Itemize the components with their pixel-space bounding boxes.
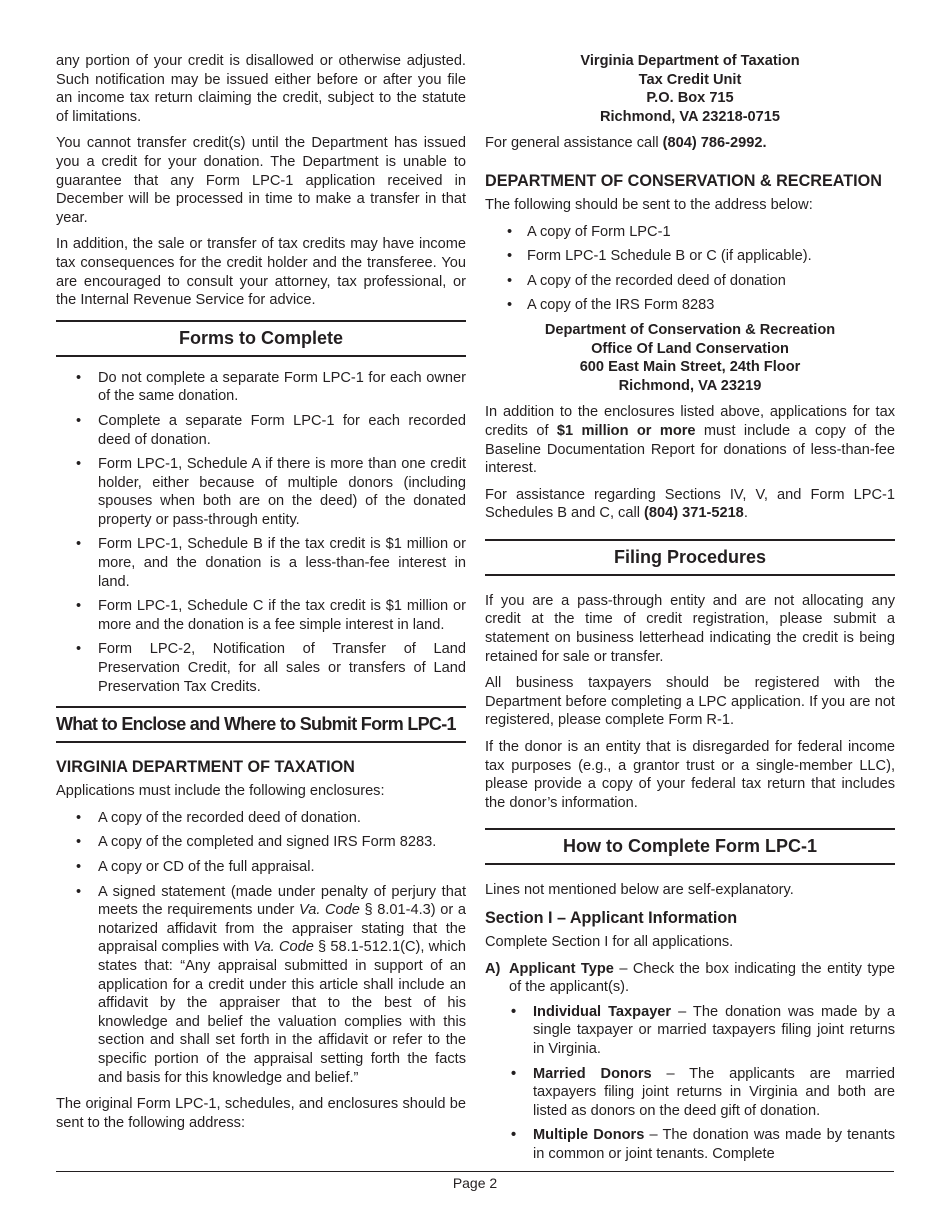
tax-address: Virginia Department of Taxation Tax Credit Unit P.O. Box 715 Richmond, VA 23218-0715 bbox=[580, 53, 800, 125]
forms-list bbox=[56, 369, 466, 697]
list-item: • Do not complete a separate Form LPC-1 for each owner of the same donation. bbox=[56, 369, 466, 406]
list-item: • Form LPC-1, Schedule A if there is more than one credit holder, either because of multiple donors (including spouses when both are on the deed) of the donated property or pass-through entity. bbox=[56, 455, 466, 529]
applicant-type-list bbox=[485, 1003, 895, 1164]
list-item: • A copy of the completed and signed IRS Form 8283. bbox=[56, 833, 466, 852]
dcr-list bbox=[485, 223, 895, 315]
sections-assistance: For assistance regarding Sections IV, V, and Form LPC-1 Schedules B and C, call (804) 371-5218. bbox=[485, 486, 895, 522]
closing-paragraph: The original Form LPC-1, schedules, and enclosures should be sent to the following address: bbox=[56, 1096, 466, 1131]
right-column bbox=[485, 52, 895, 1170]
assistance-line: For general assistance call (804) 786-2992. bbox=[485, 135, 767, 152]
list-item: • Individual Taxpayer – The donation was made by a single taxpayer or married taxpayers filing joint returns in Virginia. bbox=[485, 1003, 895, 1059]
list-item: • Married Donors – The applicants are married taxpayers filing joint returns in Virginia and both are listed as donors on the deed gift of donation. bbox=[485, 1065, 895, 1121]
list-item: • Complete a separate Form LPC-1 for each recorded deed of donation. bbox=[56, 412, 466, 449]
forms-to-complete-heading: Forms to Complete bbox=[56, 320, 466, 357]
list-item: • A copy of the recorded deed of donation bbox=[485, 272, 895, 291]
million-paragraph: In addition to the enclosures listed above, applications for tax credits of $1 million or more must include a copy of the Baseline Documentation Report for donations of less-than-fee interest. bbox=[485, 404, 895, 477]
vdt-heading: VIRGINIA DEPARTMENT OF TAXATION bbox=[56, 758, 355, 777]
intro-paragraph: any portion of your credit is disallowed or otherwise adjusted. Such notification may be issued either before or after you file an income tax return claiming the credit, subject to the statute of limitations. bbox=[56, 53, 466, 125]
left-column bbox=[56, 52, 466, 1140]
filing-paragraph: If the donor is an entity that is disregarded for federal income tax purposes (e.g., a grantor trust or a single-member LLC), please provide a copy of your federal tax return that includes the donor’s information. bbox=[485, 739, 895, 811]
phone-number: (804) 786-2992. bbox=[662, 135, 767, 152]
list-item: • Form LPC-1 Schedule B or C (if applicable). bbox=[485, 247, 895, 266]
filing-paragraph: If you are a pass-through entity and are not allocating any credit at the time of credit registration, please submit a statement on business letterhead indicating the credit is being retained for sale or transfer. bbox=[485, 592, 895, 665]
intro-paragraph: In addition, the sale or transfer of tax credits may have income tax consequences for the credit holder and the transferee. You are encouraged to consult your attorney, tax professional, or the Internal Revenue Service for advice. bbox=[56, 236, 466, 309]
filing-procedures-heading: Filing Procedures bbox=[485, 539, 895, 576]
list-item: • Form LPC-1, Schedule C if the tax credit is $1 million or more and the donation is a fee simple interest in land. bbox=[56, 597, 466, 634]
list-item: • Form LPC-2, Notification of Transfer of Land Preservation Credit, for all sales or transfers of Land Preservation Tax Credits. bbox=[56, 640, 466, 696]
how-to-complete-heading: How to Complete Form LPC-1 bbox=[485, 828, 895, 865]
phone-number: (804) 371-5218 bbox=[644, 505, 744, 522]
filing-paragraph: All business taxpayers should be registered with the Department before completing a LPC application. If you are not registered, please complete Form R-1. bbox=[485, 675, 895, 729]
list-item: • A copy of the IRS Form 8283 bbox=[485, 296, 895, 315]
list-item: • A copy of Form LPC-1 bbox=[485, 223, 895, 242]
section1-heading: Section I – Applicant Information bbox=[485, 909, 738, 927]
dcr-heading: DEPARTMENT OF CONSERVATION & RECREATION bbox=[485, 171, 882, 190]
vdt-list bbox=[56, 809, 466, 1087]
intro-paragraph: You cannot transfer credit(s) until the Department has issued you a credit for your donation. The Department is unable to guarantee that any Form LPC-1 application received in December will be processed in time to make a transfer in that year. bbox=[56, 135, 466, 226]
list-item: • Multiple Donors – The donation was made by tenants in common or joint tenants. Complete bbox=[485, 1126, 895, 1163]
dcr-address: Department of Conservation & Recreation Office Of Land Conservation 600 East Main Street, 24th Floor Richmond, VA 23219 bbox=[544, 321, 836, 394]
section1-intro: Complete Section I for all applications. bbox=[485, 934, 734, 950]
page-footer: Page 2 bbox=[56, 1171, 894, 1193]
vdt-intro: Applications must include the following enclosures: bbox=[56, 783, 385, 800]
list-item: • Form LPC-1, Schedule B if the tax credit is $1 million or more, and the donation is a less-than-fee interest in land. bbox=[56, 535, 466, 591]
list-item-statement: • A signed statement (made under penalty of perjury that meets the requirements under Va. Code § 8.01-4.3) or a notarized affidavit from the appraiser stating that the appraisal complies with Va. Code § 58.1-512.1(C), which states that: “Any appraisal submitted in support of an application for a credit under this article shall include an affidavit by the appraiser that to the best of his knowledge and belief the valuation complies with this section and shall set forth in the affidavit or refer to the specific portion of the appraisal setting forth the facts and basis for this knowledge and belief.” bbox=[56, 883, 466, 1088]
list-item: • A copy or CD of the full appraisal. bbox=[56, 858, 466, 877]
how-intro: Lines not mentioned below are self-explanatory. bbox=[485, 882, 794, 899]
enclose-heading: What to Enclose and Where to Submit Form LPC-1 bbox=[56, 706, 466, 743]
dcr-intro: The following should be sent to the address below: bbox=[485, 196, 813, 213]
list-item: • A copy of the recorded deed of donation. bbox=[56, 809, 466, 828]
applicant-type-item: A) Applicant Type – Check the box indicating the entity type of the applicant(s). bbox=[485, 960, 895, 996]
